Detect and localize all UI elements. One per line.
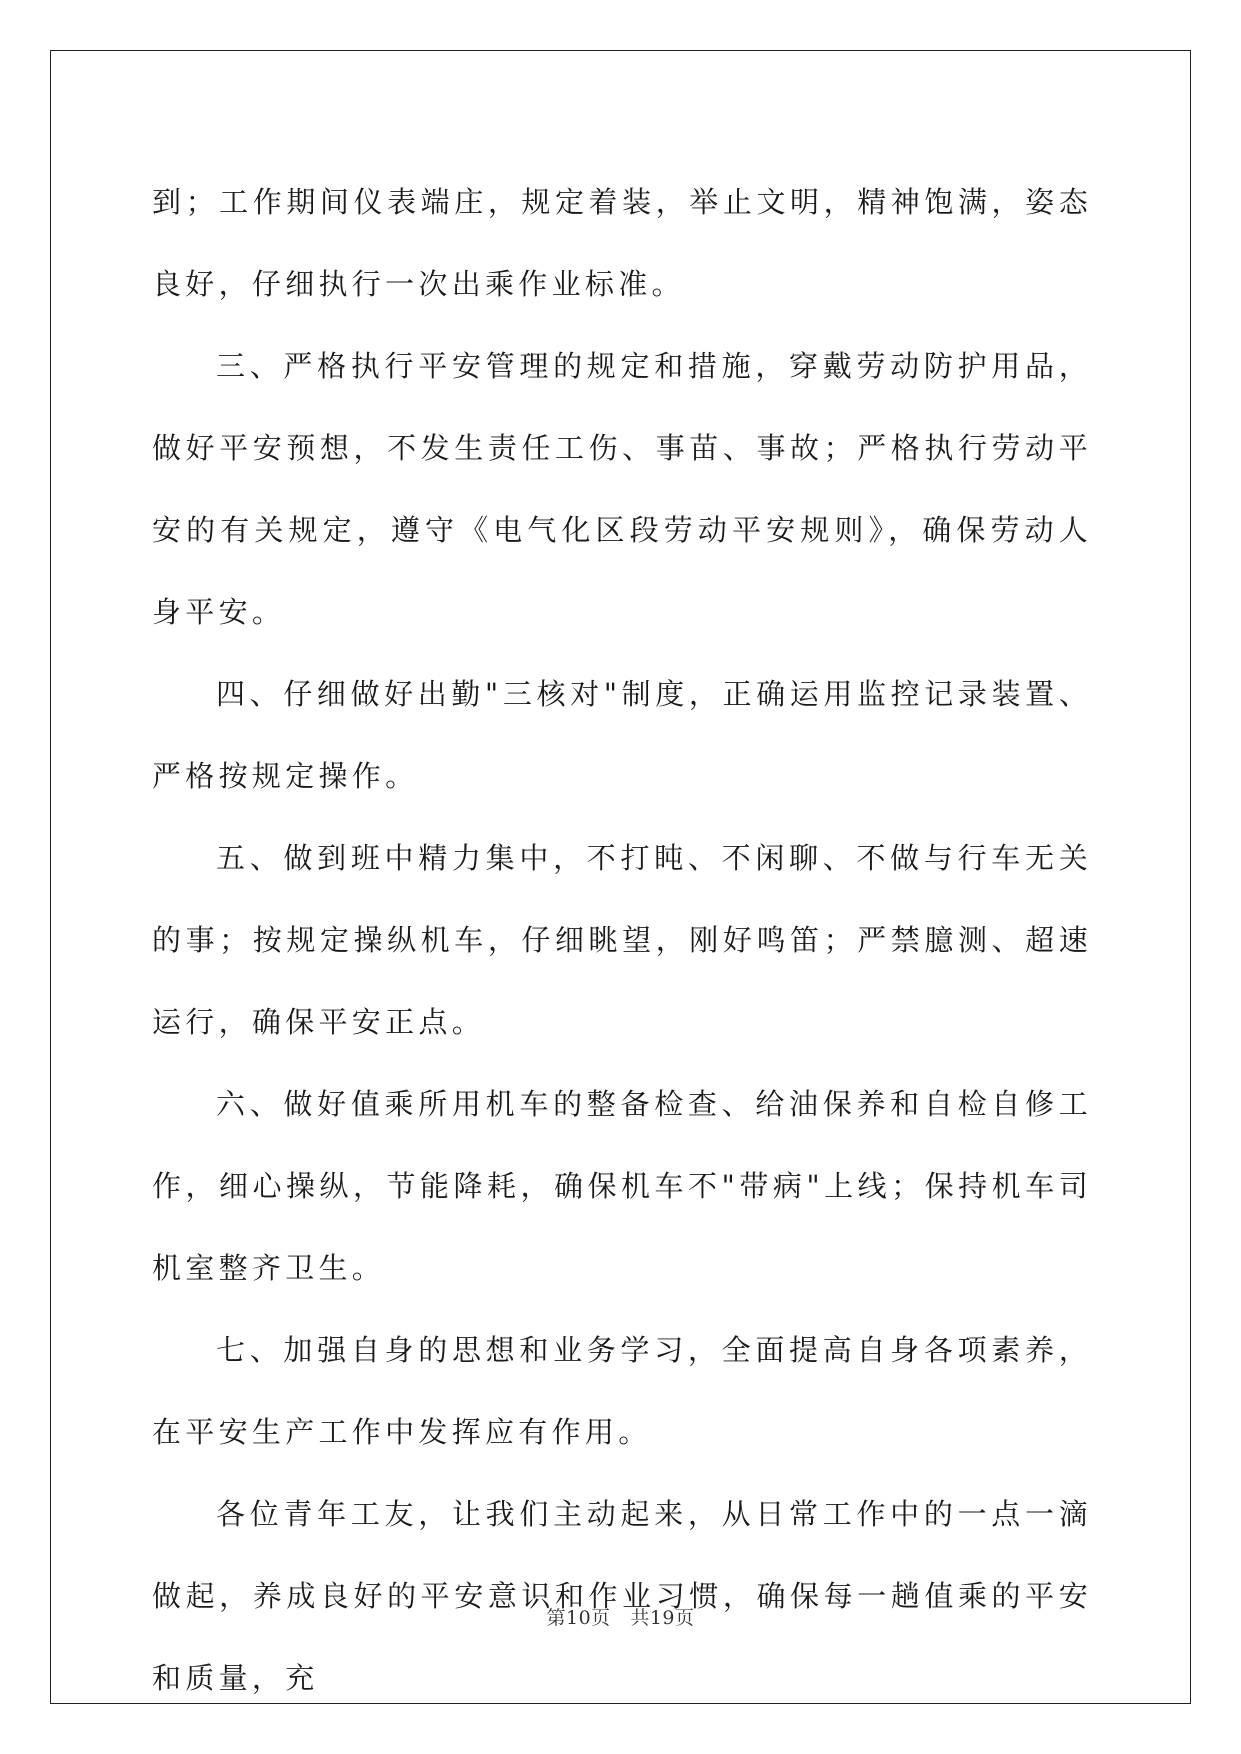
paragraph-4: 五、做到班中精力集中，不打盹、不闲聊、不做与行车无关的事；按规定操纵机车，仔细眺望，刚好鸣笛；严禁臆测、超速运行，确保平安正点。 bbox=[152, 841, 1092, 1039]
page-total: 共19页 bbox=[630, 1607, 695, 1629]
page-footer bbox=[0, 1603, 1241, 1630]
paragraph-3: 四、仔细做好出勤"三核对"制度，正确运用监控记录装置、严格按规定操作。 bbox=[152, 677, 1092, 793]
paragraph-6: 七、加强自身的思想和业务学习，全面提高自身各项素养，在平安生产工作中发挥应有作用。 bbox=[152, 1333, 1092, 1449]
paragraph-2: 三、严格执行平安管理的规定和措施，穿戴劳动防护用品，做好平安预想，不发生责任工伤、事苗、事故；严格执行劳动平安的有关规定，遵守《电气化区段劳动平安规则》，确保劳动人身平安。 bbox=[152, 349, 1092, 629]
document-body bbox=[152, 161, 1092, 1719]
paragraph-7: 各位青年工友，让我们主动起来，从日常工作中的一点一滴做起，养成良好的平安意识和作业习惯，确保每一趟值乘的平安和质量，充 bbox=[152, 1497, 1092, 1695]
paragraph-1: 到；工作期间仪表端庄，规定着装，举止文明，精神饱满，姿态良好，仔细执行一次出乘作业标准。 bbox=[152, 185, 1092, 301]
page-number: 第10页 bbox=[546, 1607, 611, 1629]
paragraph-5: 六、做好值乘所用机车的整备检查、给油保养和自检自修工作，细心操纵，节能降耗，确保机车不"带病"上线；保持机车司机室整齐卫生。 bbox=[152, 1087, 1092, 1285]
